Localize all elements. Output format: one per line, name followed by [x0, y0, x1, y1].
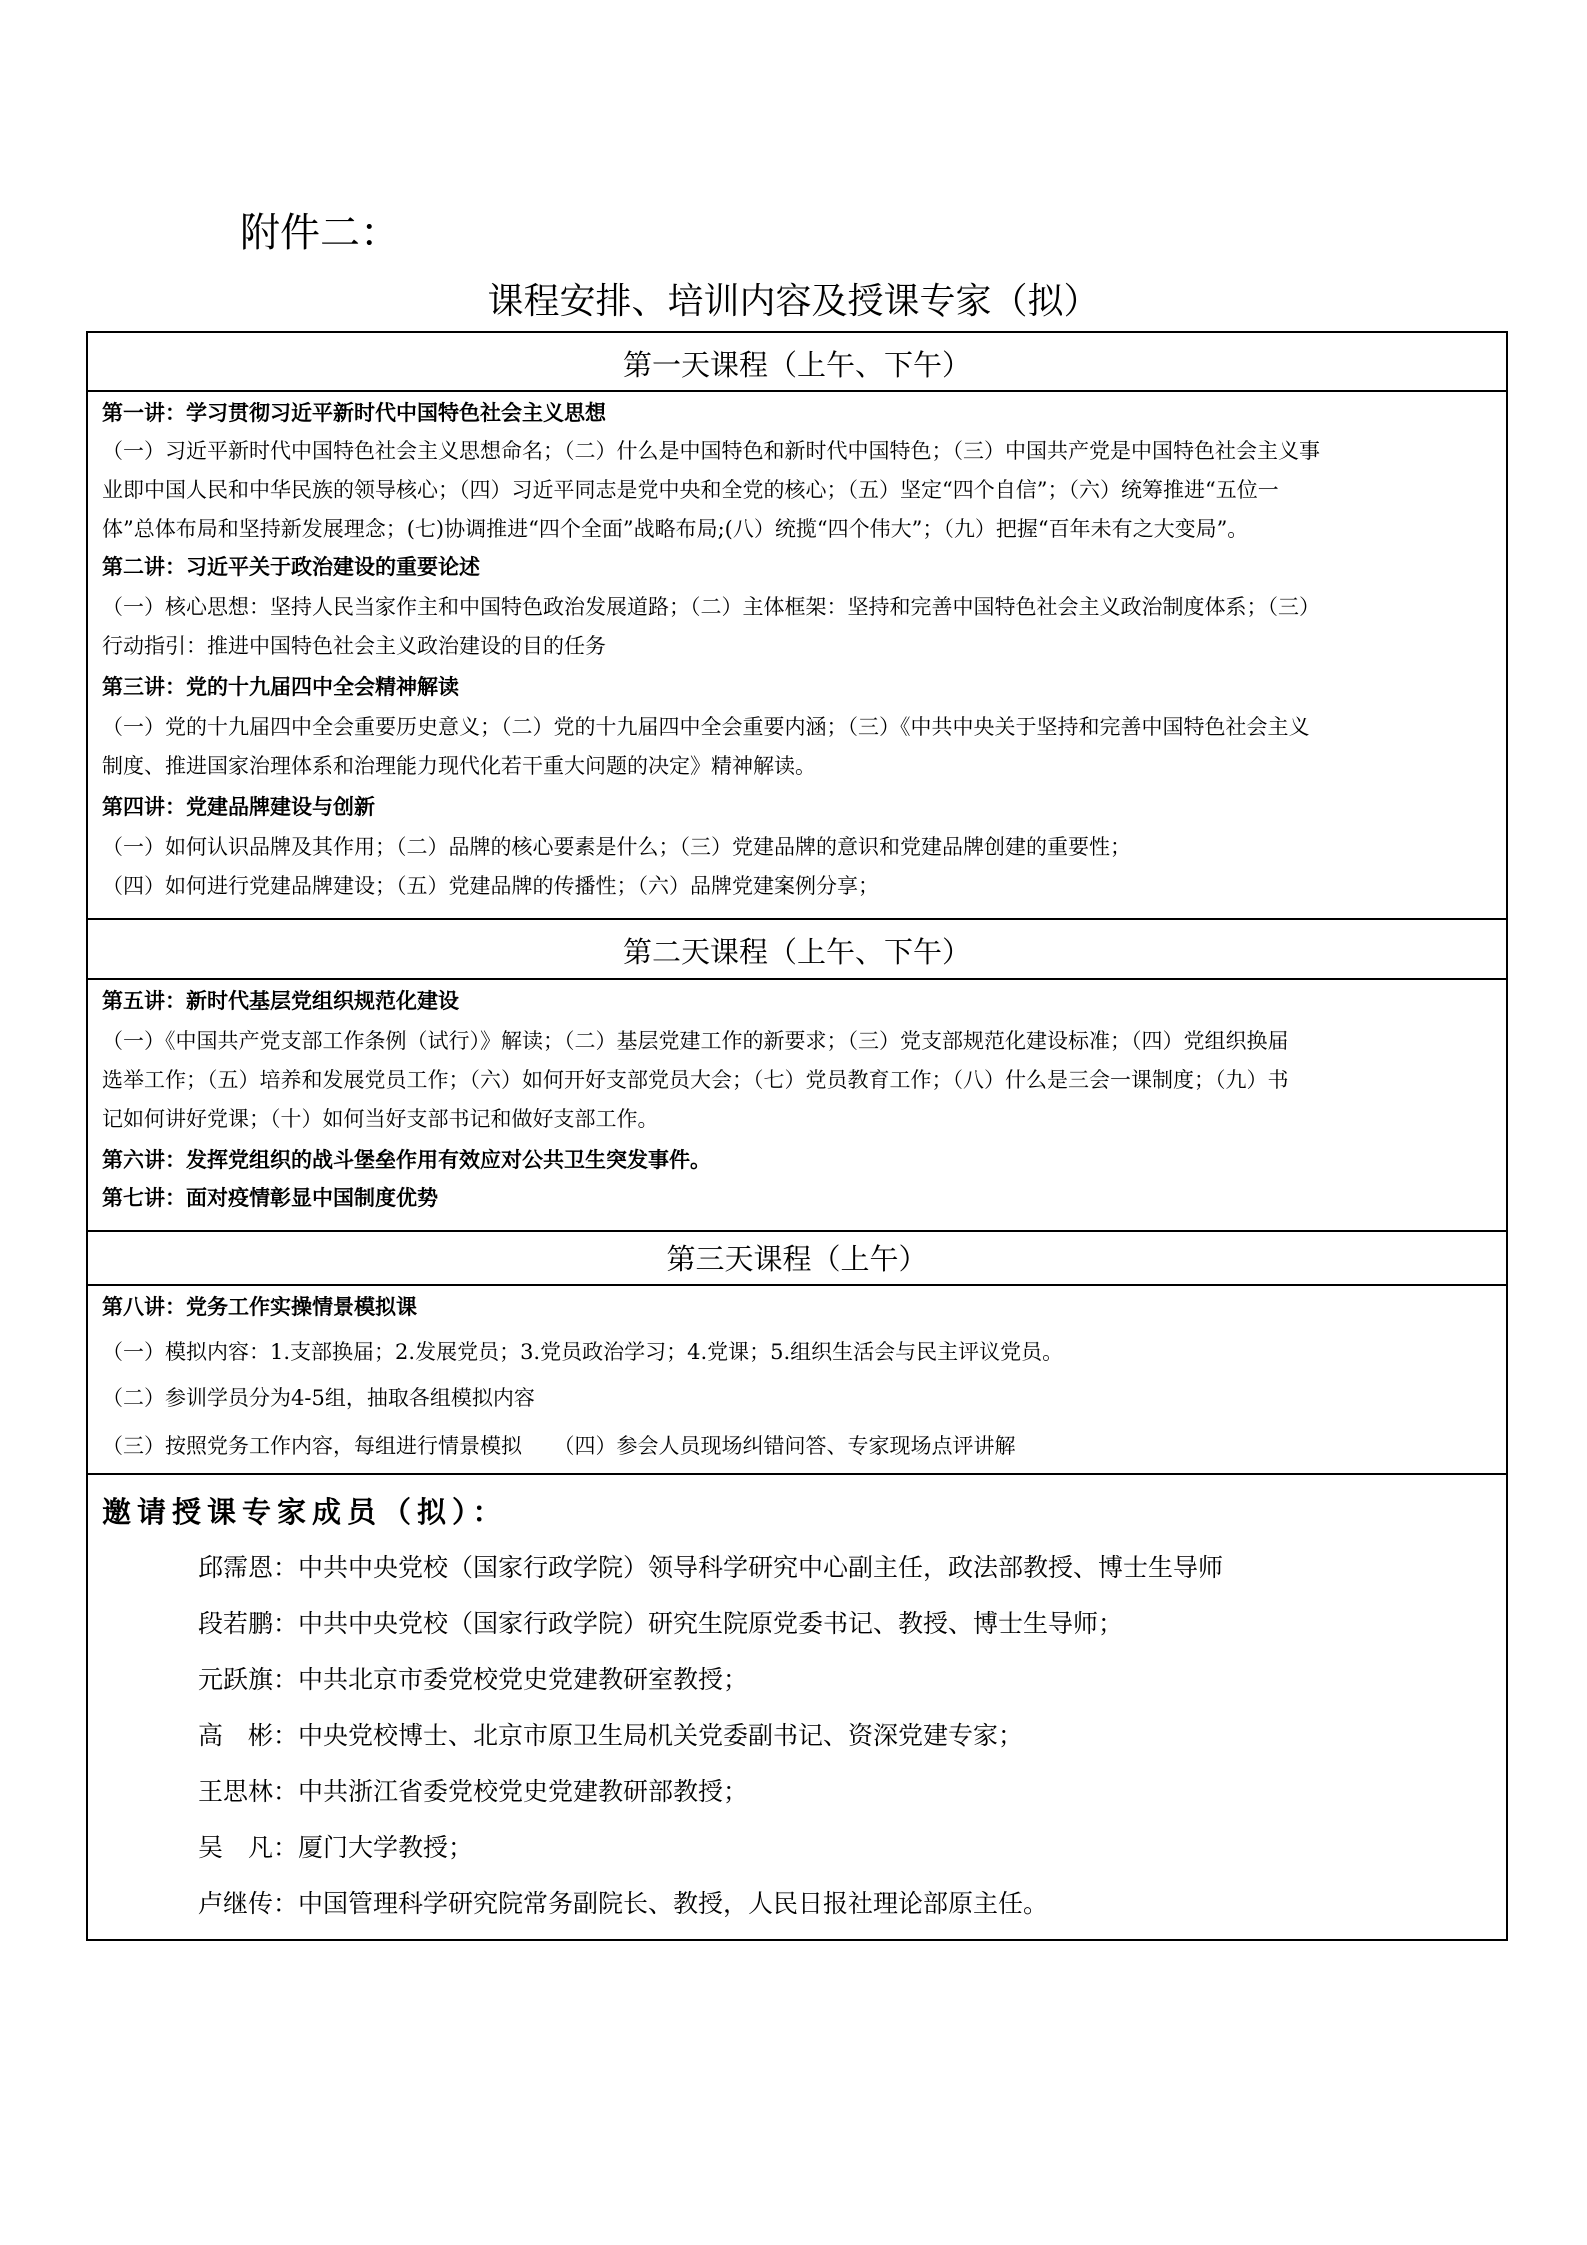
lecture8-line3: （三）按照党务工作内容，每组进行情景模拟 （四）参会人员现场纠错问答、专家现场点评讲解 — [102, 1434, 1016, 1458]
lecture3-title: 第三讲：党的十九届四中全会精神解读 — [102, 675, 459, 699]
experts-title: 邀请授课专家成员（拟）： — [102, 1495, 508, 1529]
lecture1-line1: （一）习近平新时代中国特色社会主义思想命名；（二）什么是中国特色和新时代中国特色；（三）中国共产党是中国特色社会主义事 — [102, 439, 1320, 463]
lecture5-line3: 记如何讲好党课；（十）如何当好支部书记和做好支部工作。 — [102, 1107, 659, 1131]
lecture5-line2: 选举工作；（五）培养和发展党员工作；（六）如何开好支部党员大会；（七）党员教育工作；（八）什么是三会一课制度；（九）书 — [102, 1068, 1289, 1092]
lecture5-title: 第五讲：新时代基层党组织规范化建设 — [102, 989, 459, 1013]
lecture4-line1: （一）如何认识品牌及其作用；（二）品牌的核心要素是什么；（三）党建品牌的意识和党建品牌创建的重要性； — [102, 835, 1131, 859]
expert-item: 卢继传：中国管理科学研究院常务副院长、教授，人民日报社理论部原主任。 — [198, 1889, 1049, 1918]
attachment-label: 附件二： — [240, 210, 400, 256]
lecture1-line2: 业即中国人民和中华民族的领导核心；（四）习近平同志是党中央和全党的核心；（五）坚定“四个自信”；（六）统筹推进“五位一 — [102, 478, 1279, 502]
divider — [88, 1473, 1506, 1475]
lecture4-line2: （四）如何进行党建品牌建设；（五）党建品牌的传播性；（六）品牌党建案例分享； — [102, 874, 879, 898]
course-table — [86, 331, 1508, 1941]
day3-header: 第三天课程（上午） — [666, 1242, 928, 1276]
lecture8-line1: （一）模拟内容：1.支部换届；2.发展党员；3.党员政治学习；4.党课；5.组织生活会与民主评议党员。 — [102, 1340, 1064, 1364]
expert-item: 吴 凡：厦门大学教授； — [198, 1833, 474, 1862]
lecture3-line2: 制度、推进国家治理体系和治理能力现代化若干重大问题的决定》精神解读。 — [102, 754, 816, 778]
divider — [88, 918, 1506, 920]
lecture7-title: 第七讲：面对疫情彰显中国制度优势 — [102, 1186, 438, 1210]
day2-header: 第二天课程（上午、下午） — [622, 935, 971, 969]
lecture8-title: 第八讲：党务工作实操情景模拟课 — [102, 1295, 417, 1319]
expert-item: 段若鹏：中共中央党校（国家行政学院）研究生院原党委书记、教授、博士生导师； — [198, 1609, 1124, 1638]
lecture1-line3: 体”总体布局和坚持新发展理念；(七)协调推进“四个全面”战略布局;(八）统揽“四个伟大”；（九）把握“百年未有之大变局”。 — [102, 517, 1249, 541]
divider — [88, 1284, 1506, 1286]
divider — [88, 1230, 1506, 1232]
lecture6-title: 第六讲：发挥党组织的战斗堡垒作用有效应对公共卫生突发事件。 — [102, 1148, 711, 1172]
expert-item: 邱霈恩：中共中央党校（国家行政学院）领导科学研究中心副主任，政法部教授、博士生导师 — [198, 1553, 1224, 1582]
lecture8-line2: （二）参训学员分为4-5组，抽取各组模拟内容 — [102, 1386, 535, 1410]
lecture3-line1: （一）党的十九届四中全会重要历史意义；（二）党的十九届四中全会重要内涵；（三）《中共中央关于坚持和完善中国特色社会主义 — [102, 715, 1310, 739]
lecture1-title: 第一讲：学习贯彻习近平新时代中国特色社会主义思想 — [102, 401, 606, 425]
expert-item: 王思林：中共浙江省委党校党史党建教研部教授； — [198, 1777, 749, 1806]
day1-header: 第一天课程（上午、下午） — [622, 348, 971, 382]
divider — [88, 390, 1506, 392]
divider — [88, 978, 1506, 980]
lecture2-line2: 行动指引：推进中国特色社会主义政治建设的目的任务 — [102, 634, 606, 658]
document-title: 课程安排、培训内容及授课专家（拟） — [487, 281, 1100, 322]
lecture2-line1: （一）核心思想：坚持人民当家作主和中国特色政治发展道路；（二）主体框架：坚持和完善中国特色社会主义政治制度体系；（三） — [102, 595, 1320, 619]
lecture2-title: 第二讲：习近平关于政治建设的重要论述 — [102, 555, 480, 579]
expert-item: 元跃旗：中共北京市委党校党史党建教研室教授； — [198, 1665, 749, 1694]
lecture4-title: 第四讲：党建品牌建设与创新 — [102, 795, 375, 819]
expert-item: 高 彬：中央党校博士、北京市原卫生局机关党委副书记、资深党建专家； — [198, 1721, 1024, 1750]
lecture5-line1: （一）《中国共产党支部工作条例（试行）》解读；（二）基层党建工作的新要求；（三）党支部规范化建设标准；（四）党组织换届 — [102, 1029, 1289, 1053]
